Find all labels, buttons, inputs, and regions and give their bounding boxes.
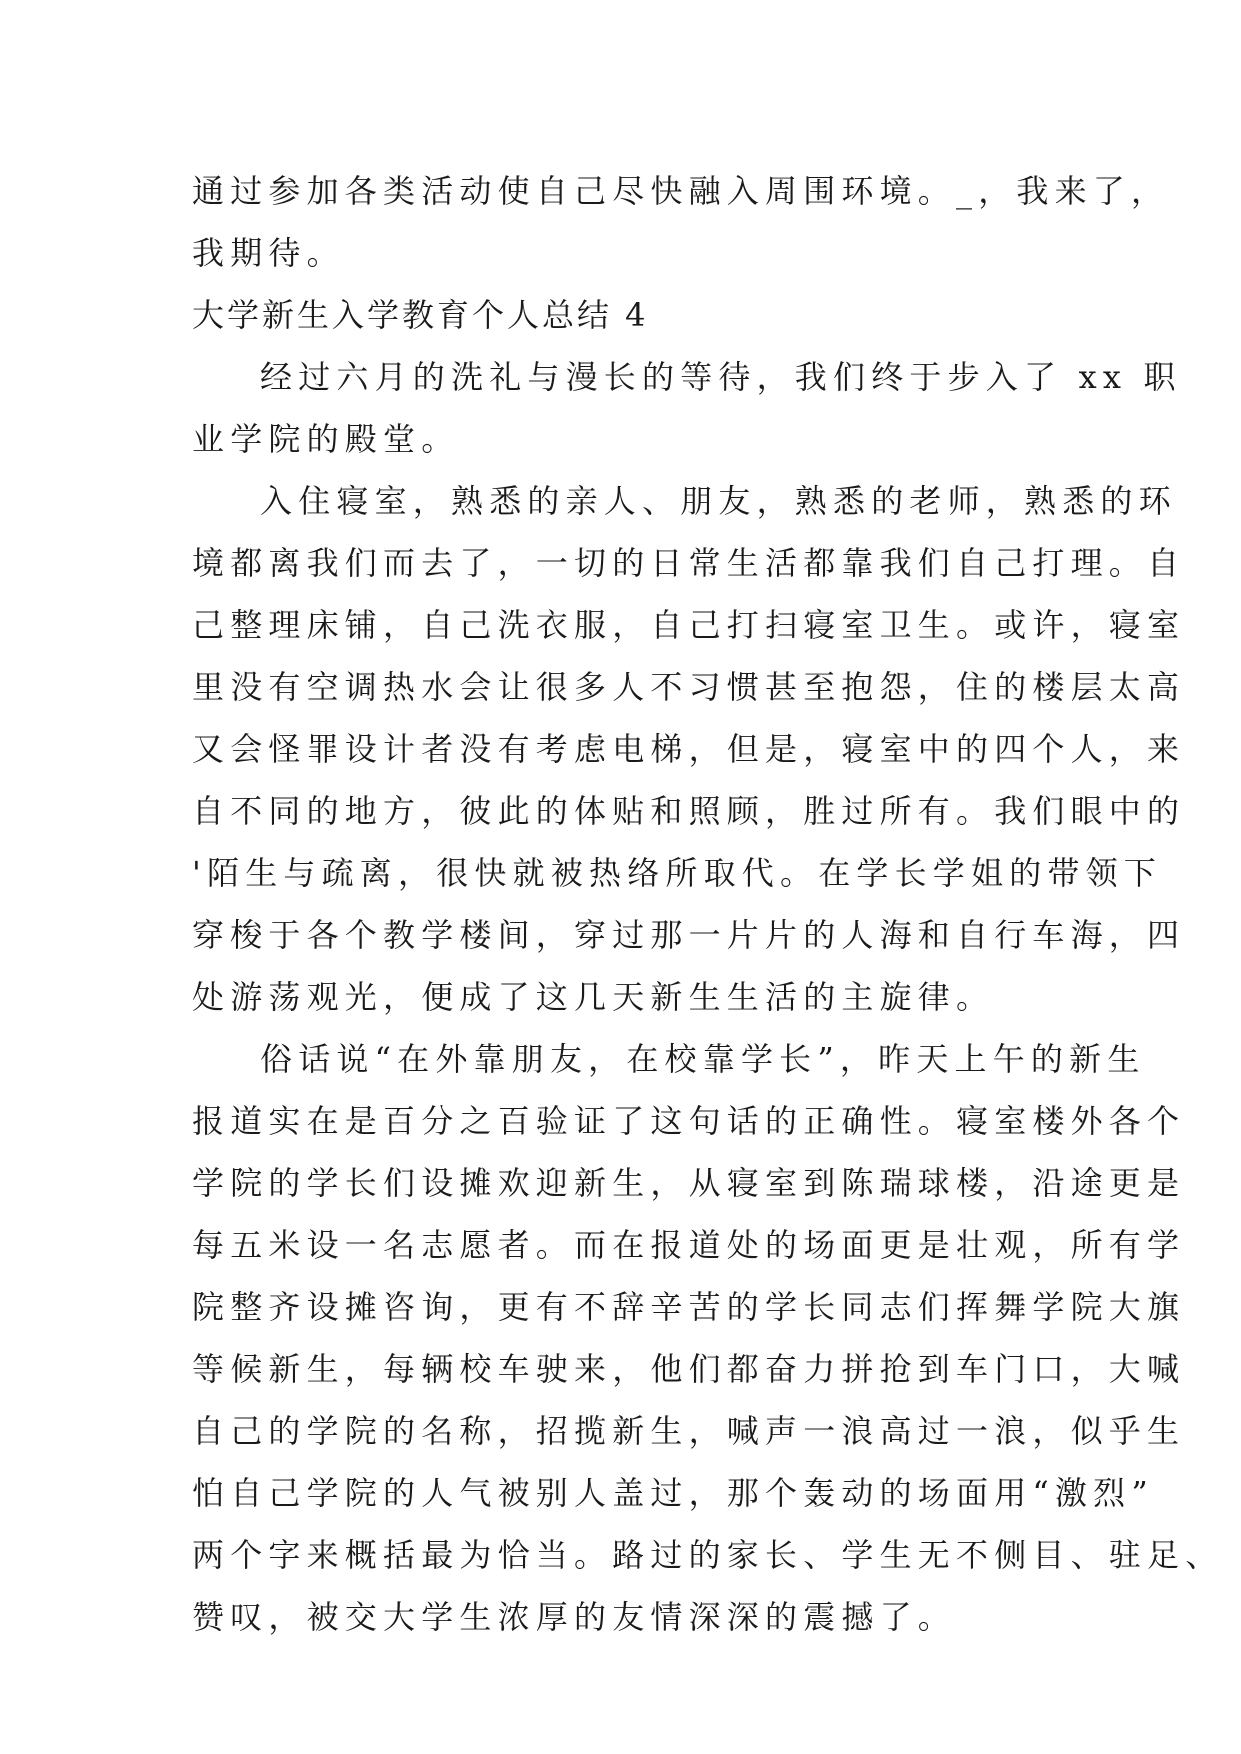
paragraph-line: 业学院的殿堂。: [192, 420, 460, 458]
document-body: [192, 160, 1224, 1648]
paragraph-line: 穿梭于各个教学楼间，穿过那一片片的人海和自行车海，四: [192, 916, 1186, 954]
paragraph-line: 两个字来概括最为恰当。路过的家长、学生无不侧目、驻足、: [192, 1536, 1224, 1574]
paragraph-line: 自己的学院的名称，招揽新生，喊声一浪高过一浪，似乎生: [192, 1412, 1186, 1450]
section-heading: 大学新生入学教育个人总结 4: [192, 296, 649, 334]
paragraph-line: 又会怪罪设计者没有考虑电梯，但是，寝室中的四个人，来: [192, 730, 1186, 768]
paragraph-line: 俗话说“在外靠朋友，在校靠学长”，昨天上午的新生: [260, 1040, 1146, 1078]
paragraph-line: 院整齐设摊咨询，更有不辞辛苦的学长同志们挥舞学院大旗: [192, 1288, 1186, 1326]
paragraph-line: 境都离我们而去了，一切的日常生活都靠我们自己打理。自: [192, 544, 1186, 582]
paragraph-line: 里没有空调热水会让很多人不习惯甚至抱怨，住的楼层太高: [192, 668, 1186, 706]
paragraph-line: '陌生与疏离，很快就被热络所取代。在学长学姐的带领下: [192, 854, 1162, 892]
paragraph-line: 学院的学长们设摊欢迎新生，从寝室到陈瑞球楼，沿途更是: [192, 1164, 1186, 1202]
paragraph-line: 我期待。: [192, 234, 345, 272]
paragraph-line: 经过六月的洗礼与漫长的等待，我们终于步入了 xx 职: [260, 358, 1182, 396]
paragraph-line: 每五米设一名志愿者。而在报道处的场面更是壮观，所有学: [192, 1226, 1186, 1264]
paragraph-line: 己整理床铺，自己洗衣服，自己打扫寝室卫生。或许，寝室: [192, 606, 1186, 644]
paragraph-line: 怕自己学院的人气被别人盖过，那个轰动的场面用“激烈”: [192, 1474, 1154, 1512]
paragraph-line: 报道实在是百分之百验证了这句话的正确性。寝室楼外各个: [192, 1102, 1186, 1140]
paragraph-line: 处游荡观光，便成了这几天新生生活的主旋律。: [192, 978, 995, 1016]
paragraph-line: 通过参加各类活动使自己尽快融入周围环境。_，我来了，: [192, 172, 1170, 210]
paragraph-line: 赞叹，被交大学生浓厚的友情深深的震撼了。: [192, 1598, 957, 1636]
paragraph-line: 等候新生，每辆校车驶来，他们都奋力拼抢到车门口，大喊: [192, 1350, 1186, 1388]
paragraph-line: 入住寝室，熟悉的亲人、朋友，熟悉的老师，熟悉的环: [260, 482, 1177, 520]
paragraph-line: 自不同的地方，彼此的体贴和照顾，胜过所有。我们眼中的: [192, 792, 1186, 830]
